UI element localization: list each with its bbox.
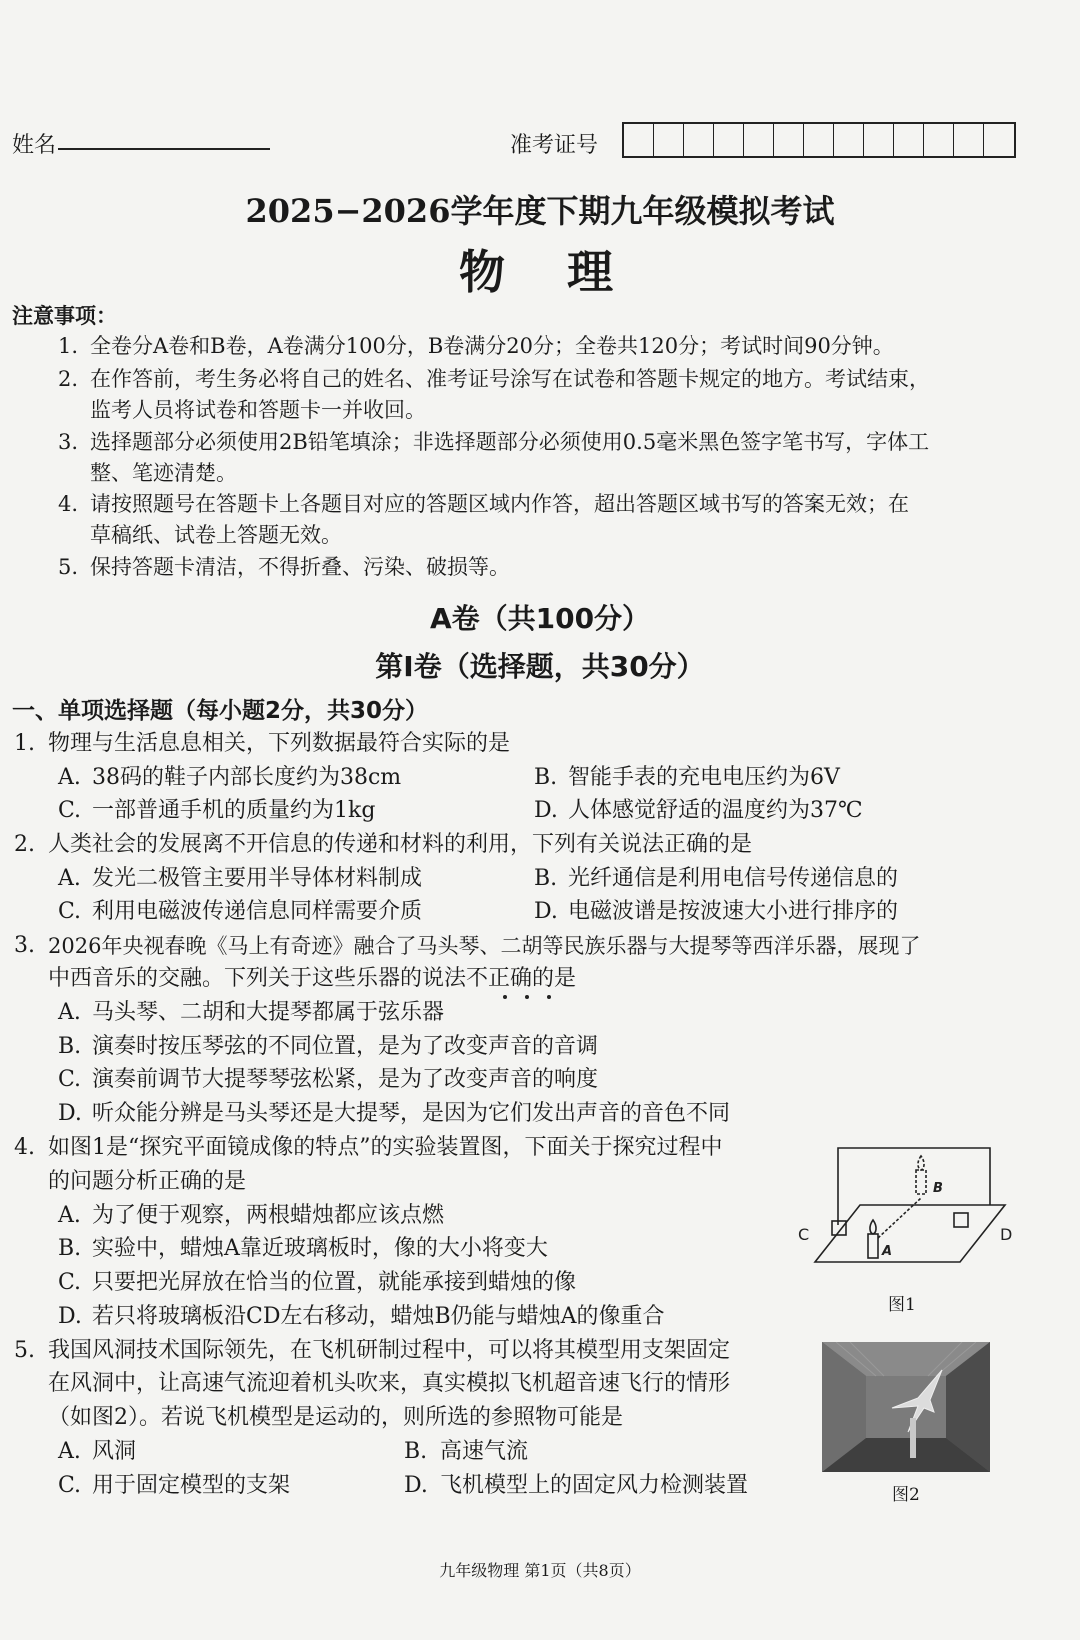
- candle-b: [916, 1170, 926, 1194]
- option-label[interactable]: B.: [58, 1034, 82, 1059]
- option-label[interactable]: C.: [58, 798, 82, 823]
- option-text: 高速气流: [440, 1439, 529, 1464]
- option-text: 利用电磁波传递信息同样需要介质: [92, 899, 423, 924]
- id-box[interactable]: [714, 124, 744, 156]
- emphasis-dot: [547, 995, 551, 999]
- id-box[interactable]: [924, 124, 954, 156]
- option-text: 演奏前调节大提琴琴弦松紧，是为了改变声音的响度: [92, 1067, 599, 1092]
- option-label[interactable]: B.: [404, 1439, 428, 1464]
- option-label[interactable]: C.: [58, 1067, 82, 1092]
- a-paper-heading: A卷（共100分）: [429, 602, 651, 635]
- figure-1-caption: 图1: [888, 1295, 916, 1315]
- id-box[interactable]: [744, 124, 774, 156]
- candle-a: [868, 1234, 878, 1258]
- option-label[interactable]: C.: [58, 1473, 82, 1498]
- question-stem: 2026年央视春晚《马上有奇迹》融合了马头琴、二胡等民族乐器与大提琴等西洋乐器，展现了: [48, 934, 921, 958]
- label-a: A: [882, 1244, 893, 1259]
- option-label[interactable]: D.: [58, 1101, 82, 1126]
- option-label[interactable]: A.: [58, 1000, 81, 1025]
- question-stem: （如图2）。若说飞机模型是运动的，则所选的参照物可能是: [48, 1405, 623, 1430]
- page-footer: 九年级物理 第1页（共8页）: [439, 1561, 641, 1580]
- option-label[interactable]: A.: [58, 765, 81, 790]
- option-label[interactable]: D.: [534, 899, 558, 924]
- id-box[interactable]: [984, 124, 1014, 156]
- label-c: C: [798, 1225, 810, 1244]
- option-label[interactable]: B.: [534, 765, 558, 790]
- option-text: 实验中，蜡烛A靠近玻璃板时，像的大小将变大: [92, 1236, 548, 1261]
- option-label[interactable]: C.: [58, 899, 82, 924]
- flame-b: [918, 1156, 924, 1170]
- name-label: 姓名: [12, 133, 57, 158]
- id-box[interactable]: [624, 124, 654, 156]
- question-number: 2.: [14, 832, 35, 857]
- id-box[interactable]: [804, 124, 834, 156]
- option-text: 飞机模型上的固定风力检测装置: [440, 1473, 749, 1498]
- notice-text: 在作答前，考生务必将自己的姓名、准考证号涂写在试卷和答题卡规定的地方。考试结束，: [90, 367, 930, 391]
- flame-a: [870, 1220, 876, 1234]
- notice-text: 整、笔迹清楚。: [90, 461, 237, 485]
- notice-num: 1.: [58, 334, 79, 358]
- option-label[interactable]: A.: [58, 1439, 81, 1464]
- notice-num: 4.: [58, 492, 79, 516]
- option-text: 为了便于观察，两根蜡烛都应该点燃: [92, 1203, 445, 1228]
- option-text: 马头琴、二胡和大提琴都属于弦乐器: [92, 1000, 445, 1025]
- option-text: 若只将玻璃板沿CD左右移动，蜡烛B仍能与蜡烛A的像重合: [92, 1304, 665, 1329]
- option-label[interactable]: A.: [58, 1203, 81, 1228]
- id-box[interactable]: [654, 124, 684, 156]
- option-text: 只要把光屏放在恰当的位置，就能承接到蜡烛的像: [92, 1270, 577, 1295]
- notice-text: 草稿纸、试卷上答题无效。: [90, 523, 342, 547]
- option-text: 智能手表的充电电压约为6V: [568, 765, 840, 790]
- part1-heading: 第Ⅰ卷（选择题，共30分）: [375, 650, 705, 683]
- option-text: 人体感觉舒适的温度约为37℃: [568, 798, 863, 823]
- question-number: 5.: [14, 1338, 35, 1363]
- option-text: 风洞: [92, 1439, 137, 1464]
- notice-text: 请按照题号在答题卡上各题目对应的答题区域内作答，超出答题区域书写的答案无效；在: [90, 492, 909, 516]
- notice-num: 2.: [58, 367, 79, 391]
- option-text: 光纤通信是利用电信号传递信息的: [568, 866, 899, 891]
- notice-text: 监考人员将试卷和答题卡一并收回。: [90, 398, 426, 422]
- notice-text: 选择题部分必须使用2B铅笔填涂；非选择题部分必须使用0.5毫米黑色签字笔书写，字体工: [90, 430, 930, 454]
- option-label[interactable]: D.: [404, 1473, 428, 1498]
- question-stem: 人类社会的发展离不开信息的传递和材料的利用，下列有关说法正确的是: [48, 832, 753, 857]
- model-support: [910, 1418, 916, 1458]
- question-stem: 在风洞中，让高速气流迎着机头吹来，真实模拟飞机超音速飞行的情形: [48, 1371, 731, 1396]
- question-stem: 中西音乐的交融。下列关于这些乐器的说法不正确的是: [48, 966, 577, 991]
- id-box[interactable]: [954, 124, 984, 156]
- question-stem: 物理与生活息息相关，下列数据最符合实际的是: [48, 731, 511, 756]
- figure-2-caption: 图2: [892, 1485, 920, 1505]
- option-label[interactable]: B.: [58, 1236, 82, 1261]
- exam-id-label: 准考证号: [510, 133, 599, 158]
- option-text: 演奏时按压琴弦的不同位置，是为了改变声音的音调: [92, 1034, 599, 1059]
- id-box[interactable]: [864, 124, 894, 156]
- option-label[interactable]: C.: [58, 1270, 82, 1295]
- notice-num: 5.: [58, 555, 79, 579]
- exam-title: 2025−2026学年度下期九年级模拟考试: [245, 192, 835, 230]
- exam-id-boxes[interactable]: [622, 122, 1016, 158]
- question-stem: 的问题分析正确的是: [48, 1169, 247, 1194]
- notice-text: 保持答题卡清洁，不得折叠、污染、破损等。: [90, 555, 510, 579]
- table-surface: [815, 1205, 1005, 1262]
- option-label[interactable]: D.: [58, 1304, 82, 1329]
- subject-title: 物 理: [459, 245, 621, 299]
- option-label[interactable]: A.: [58, 866, 81, 891]
- option-label[interactable]: D.: [534, 798, 558, 823]
- question-number: 4.: [14, 1135, 35, 1160]
- notice-heading: 注意事项：: [12, 303, 117, 328]
- option-text: 电磁波谱是按波速大小进行排序的: [568, 899, 899, 924]
- name-field[interactable]: [58, 148, 270, 150]
- single-choice-heading: 一、单项选择题（每小题2分，共30分）: [12, 698, 429, 724]
- label-b: B: [933, 1181, 943, 1196]
- question-number: 3.: [14, 933, 35, 958]
- id-box[interactable]: [894, 124, 924, 156]
- question-number: 1.: [14, 731, 35, 756]
- id-box[interactable]: [774, 124, 804, 156]
- option-text: 用于固定模型的支架: [92, 1473, 291, 1498]
- stand-c: [832, 1221, 846, 1235]
- figure-1-diagram: [790, 1140, 1030, 1280]
- label-d: D: [1000, 1225, 1013, 1244]
- figure-2-photo: [822, 1342, 990, 1472]
- id-box[interactable]: [834, 124, 864, 156]
- option-text: 发光二极管主要用半导体材料制成: [92, 866, 423, 891]
- emphasis-dot: [525, 995, 529, 999]
- notice-text: 全卷分A卷和B卷，A卷满分100分，B卷满分20分；全卷共120分；考试时间90分钟。: [90, 334, 894, 358]
- option-label[interactable]: B.: [534, 866, 558, 891]
- option-text: 一部普通手机的质量约为1kg: [92, 798, 376, 823]
- id-box[interactable]: [684, 124, 714, 156]
- question-stem: 我国风洞技术国际领先，在飞机研制过程中，可以将其模型用支架固定: [48, 1338, 731, 1363]
- question-stem: 如图1是“探究平面镜成像的特点”的实验装置图，下面关于探究过程中: [48, 1135, 723, 1160]
- stand-d: [954, 1213, 968, 1227]
- option-text: 38码的鞋子内部长度约为38cm: [92, 765, 402, 790]
- emphasis-dot: [503, 995, 507, 999]
- option-text: 听众能分辨是马头琴还是大提琴，是因为它们发出声音的音色不同: [92, 1101, 731, 1126]
- notice-num: 3.: [58, 430, 79, 454]
